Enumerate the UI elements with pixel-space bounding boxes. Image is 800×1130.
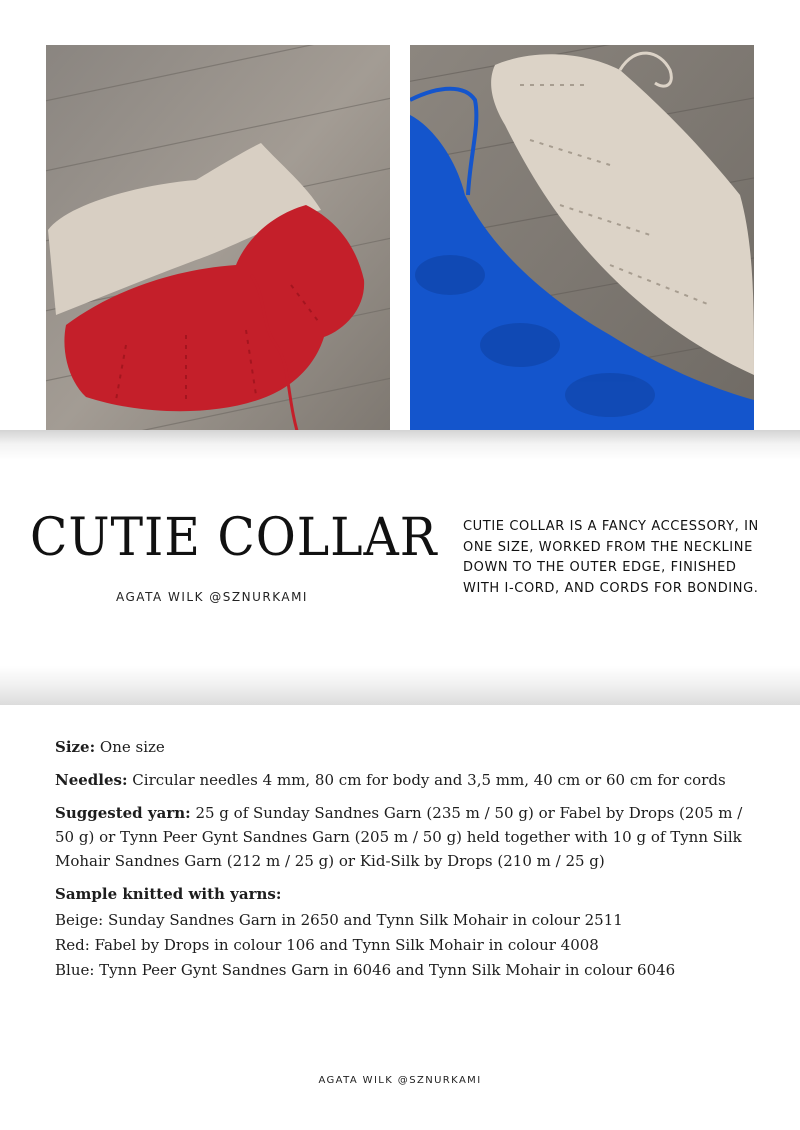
blue-and-beige-ruffle-photo [410, 45, 754, 444]
size-value: One size [99, 738, 165, 756]
pattern-details [55, 735, 755, 983]
needles-label: Needles: [55, 771, 128, 789]
sample-red: Red: Fabel by Drops in colour 106 and Tynn Silk Mohair in colour 4008 [55, 936, 599, 954]
sample-heading [55, 882, 755, 906]
yarn-label: Suggested yarn: [55, 804, 191, 822]
sample-beige: Beige: Sunday Sandnes Garn in 2650 and Tynn Silk Mohair in colour 2511 [55, 911, 623, 929]
needles-line [55, 768, 755, 792]
needles-value: Circular needles 4 mm, 80 cm for body and 3,5 mm, 40 cm or 60 cm for cords [132, 771, 726, 789]
author-byline: AGATA WILK @SZNURKAMI [116, 590, 308, 604]
pattern-description: CUTIE COLLAR IS A FANCY ACCESSORY, IN ONE SIZE, WORKED FROM THE NECKLINE DOWN TO THE OUTER EDGE, FINISHED WITH I-CORD, AND CORDS FOR BONDING. [463, 519, 759, 596]
page-title: CUTIE COLLAR [30, 508, 438, 568]
size-label: Size: [55, 738, 96, 756]
yarn-value: 25 g of Sunday Sandnes Garn (235 m / 50 g) or Fabel by Drops (205 m / 50 g) or Tynn Peer Gynt Sandnes Garn (205 m / 50 g) held together with 10 g of Tynn Silk Mohair Sandnes Garn (212 m / 25 g) or Kid-Silk by Drops (210 m / 25 g) [55, 804, 743, 870]
sample-label: Sample knitted with yarns: [55, 885, 282, 903]
size-line [55, 735, 755, 759]
footer-credit: AGATA WILK @SZNURKAMI [318, 1075, 482, 1086]
sample-blue: Blue: Tynn Peer Gynt Sandnes Garn in 6046 and Tynn Silk Mohair in colour 6046 [55, 961, 676, 979]
yarn-line [55, 801, 755, 873]
red-and-beige-collars-photo [46, 45, 390, 444]
